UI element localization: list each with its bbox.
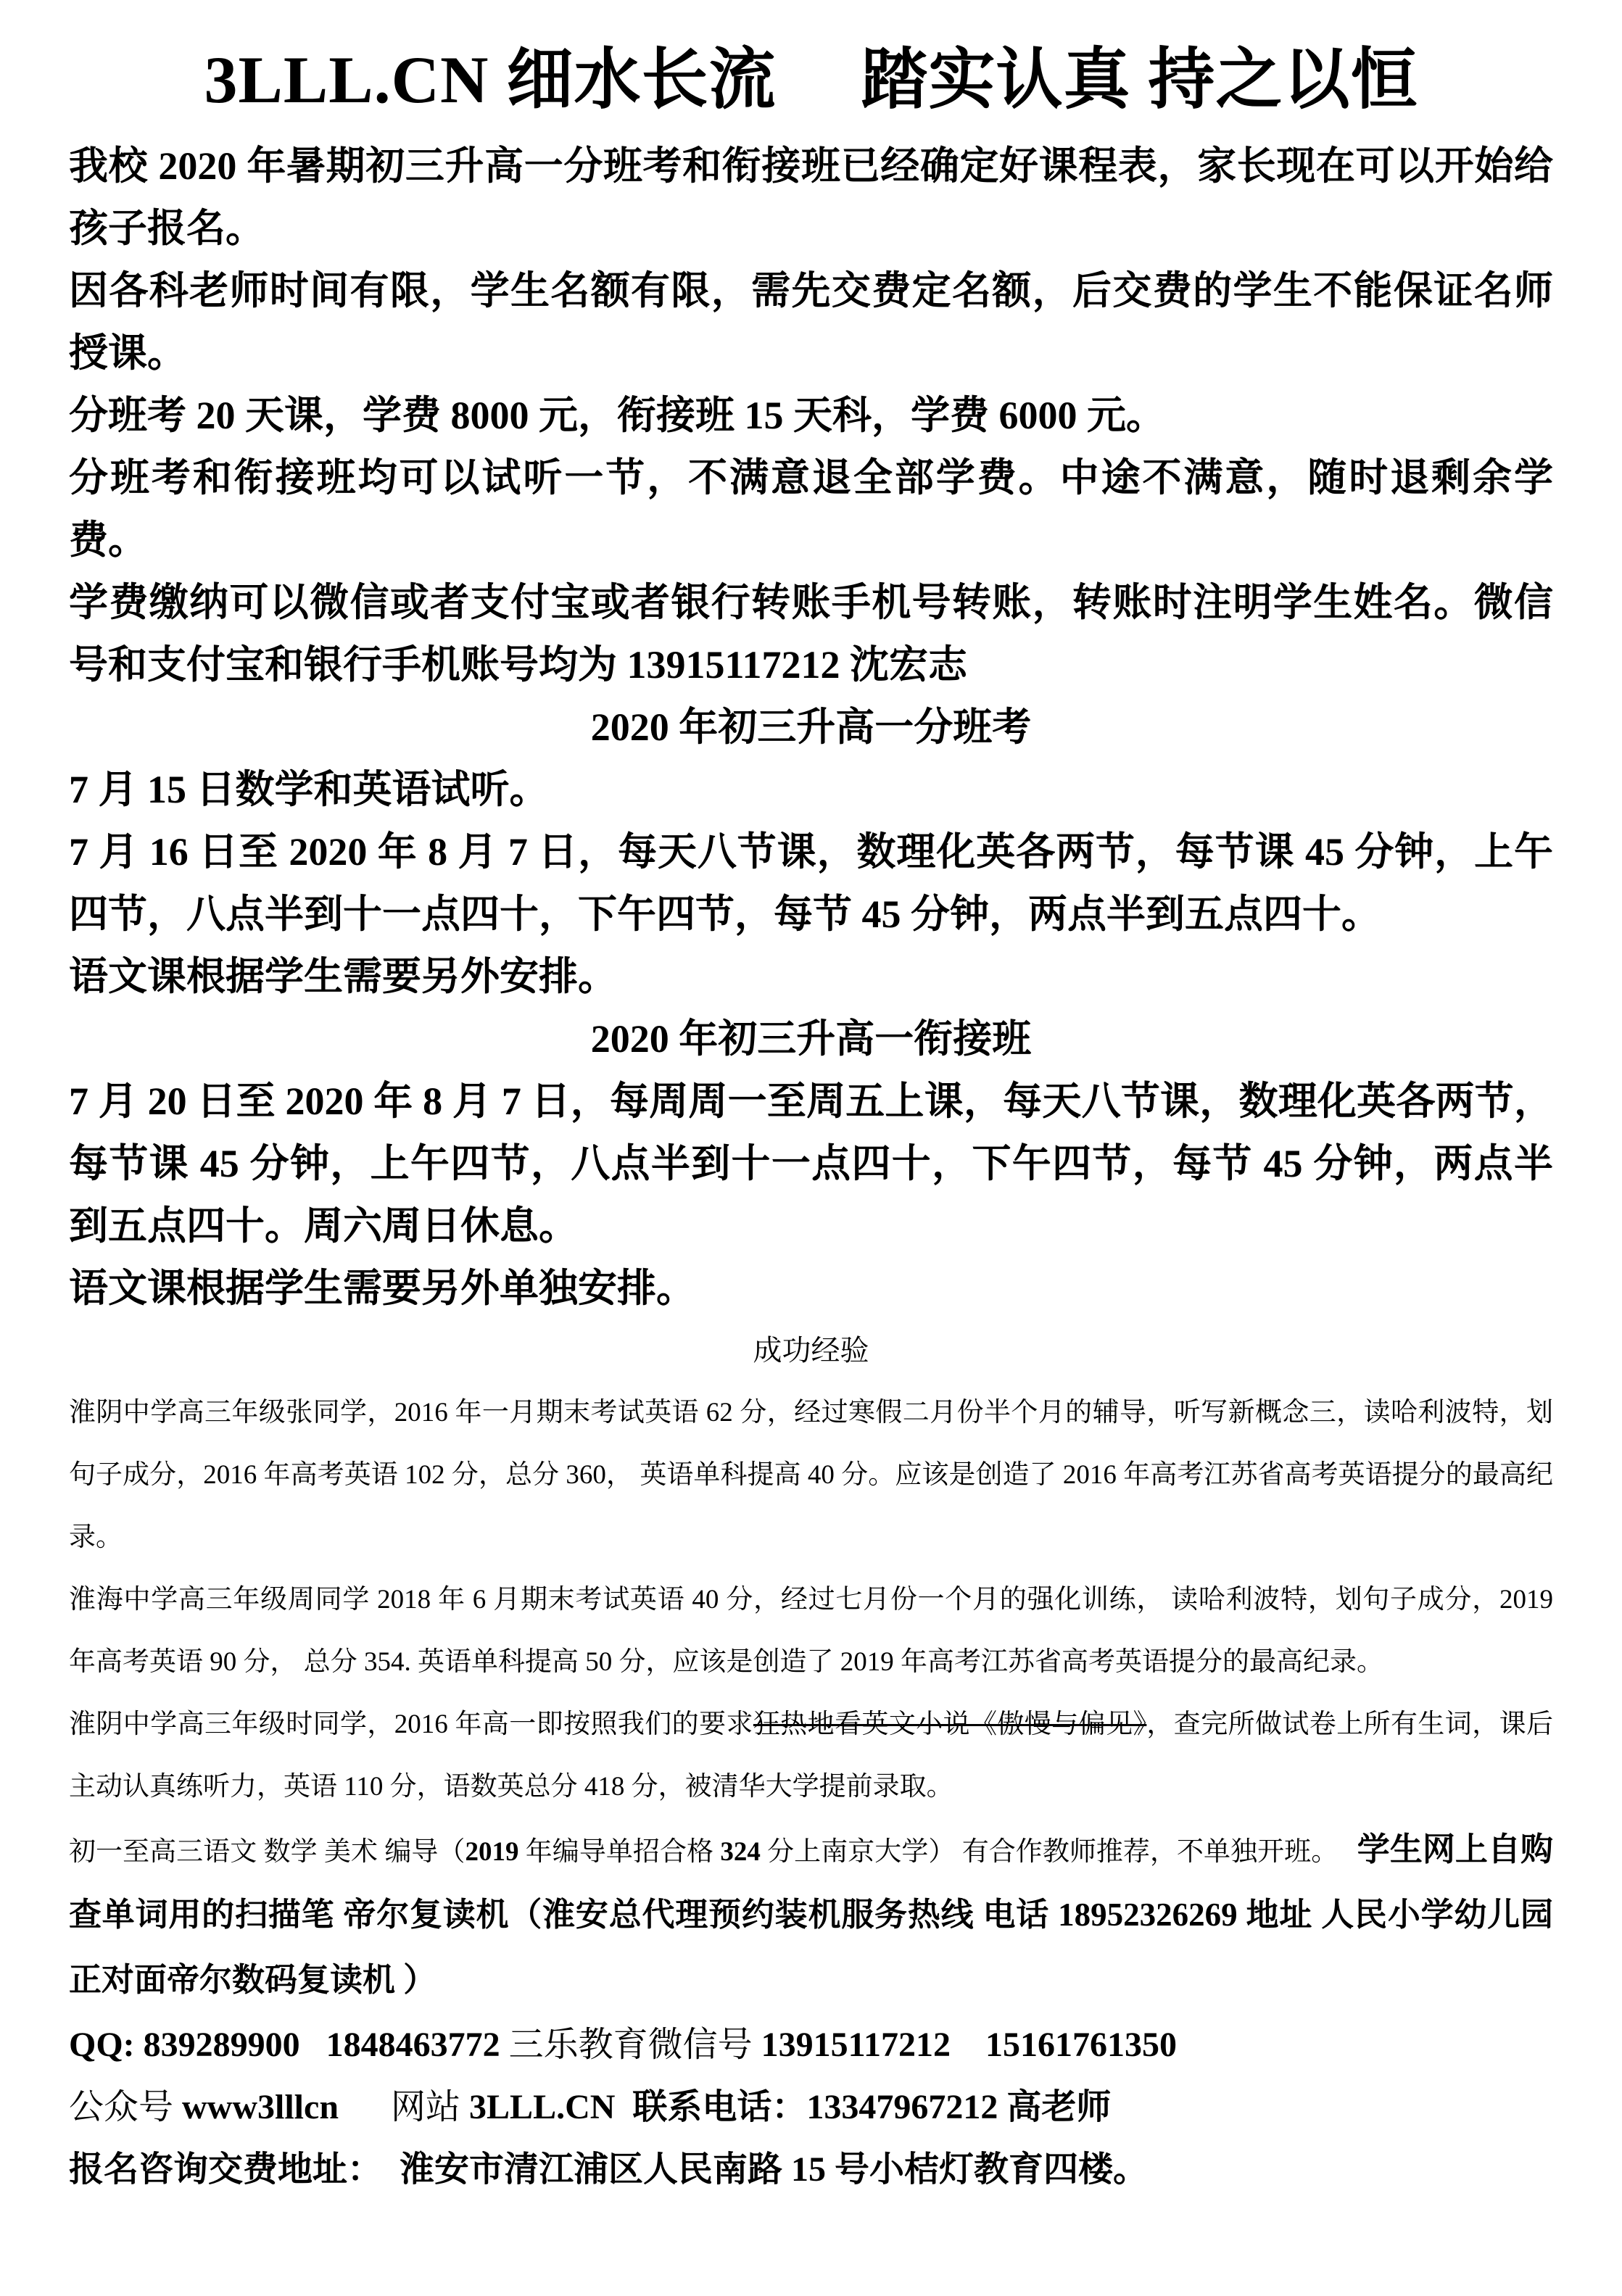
address-label: 报名咨询交费地址： xyxy=(69,2150,383,2189)
qq-wechat-line xyxy=(69,2014,1553,2076)
courses-text-1: 初一至高三语文 数学 美术 编导（ xyxy=(69,1837,466,1868)
document-title: 3LLL.CN 细水长流 踏实认真 持之以恒 xyxy=(204,43,1418,117)
courses-paragraph xyxy=(69,1818,1553,2014)
placement-exam-paragraph-2: 7 月 16 日至 2020 年 8 月 7 日，每天八节课，数理化英各两节，每节课 45 分钟，上午四节，八点半到十一点四十，下午四节，每节 45 分钟，两点半到五点四十。 xyxy=(69,830,1553,937)
section-heading-success: 成功经验 xyxy=(753,1334,869,1367)
bridge-class-paragraph-2: 语文课根据学生需要另外单独安排。 xyxy=(69,1267,695,1311)
intro-paragraph-2: 因各科老师时间有限，学生名额有限，需先交费定名额，后交费的学生不能保证名师授课。 xyxy=(69,269,1553,376)
success-story-3 xyxy=(69,1694,1553,1818)
scanner-pen-promo-text: 学生网上自购查单词用的扫描笔 帝尔复读机（淮安总代理预约装机服务热线 电话 18952326269 地址 人民小学幼儿园正对面帝尔数码复读机 ） xyxy=(69,1831,1554,1999)
courses-year-bold: 2019 xyxy=(465,1837,519,1868)
bridge-class-paragraph-1: 7 月 20 日至 2020 年 8 月 7 日，每周周一至周五上课，每天八节课，数理化英各两节，每节课 45 分钟，上午四节，八点半到十一点四十，下午四节，每节 45 分钟，两点半到五点四十。周六周日休息。 xyxy=(69,1079,1553,1248)
courses-text-3: 分上南京大学） 有合作教师推荐，不单独开班。 xyxy=(760,1837,1325,1868)
section-heading-bridge-class: 2020 年初三升高一衔接班 xyxy=(590,1017,1032,1061)
account-site-phone-line xyxy=(69,2076,1553,2139)
placement-exam-paragraph-1: 7 月 15 日数学和英语试听。 xyxy=(69,768,549,812)
success-story-3-lead: 淮阴中学高三年级时同学，2016 年高一即按照我们的要求 xyxy=(69,1709,753,1740)
courses-text-2: 年编导单招合格 xyxy=(518,1837,721,1868)
section-heading-placement-exam: 2020 年初三升高一分班考 xyxy=(590,705,1032,750)
success-story-2: 淮海中学高三年级周同学 2018 年 6 月期末考试英语 40 分，经过七月份一个月的强化训练， 读哈利波特，划句子成分，2019 年高考英语 90 分， 总分 354. 英语单科提高 50 分，应该是创造了 2019 年高考江苏省高考英语提分的最高纪录。 xyxy=(69,1585,1553,1678)
success-story-3-strikethrough-text: 狂热地看英文小说《傲慢与偏见》 xyxy=(753,1709,1147,1740)
website-value: 3LLL.CN xyxy=(469,2088,616,2127)
official-account-value: www3lllcn xyxy=(182,2088,339,2127)
qq-numbers: QQ: 839289900 1848463772 xyxy=(69,2026,509,2065)
phone-value: 13347967212 高老师 xyxy=(806,2088,1112,2127)
wechat-label: 三乐教育微信号 xyxy=(508,2026,761,2065)
address-line xyxy=(69,2139,1553,2201)
success-story-3-tail: ，查完所做试卷上所有生词，课后主动认真练听力，英语 110 分，语数英总分 418 分，被清华大学提前录取。 xyxy=(69,1709,1554,1802)
intro-paragraph-3: 分班考 20 天课，学费 8000 元，衔接班 15 天科，学费 6000 元。 xyxy=(69,394,1165,438)
intro-paragraph-1: 我校 2020 年暑期初三升高一分班考和衔接班已经确定好课程表，家长现在可以开始给孩子报名。 xyxy=(69,144,1553,251)
success-story-1: 淮阴中学高三年级张同学，2016 年一月期末考试英语 62 分，经过寒假二月份半个月的辅导，听写新概念三，读哈利波特，划句子成分，2016 年高考英语 102 分，总分 360， 英语单科提高 40 分。应该是创造了 2016 年高考江苏省高考英语提分的最高纪录。 xyxy=(69,1398,1553,1553)
courses-score-bold: 324 xyxy=(720,1837,761,1868)
phone-label: 联系电话： xyxy=(615,2088,807,2127)
address-value: 淮安市清江浦区人民南路 15 号小桔灯教育四楼。 xyxy=(382,2150,1149,2189)
website-label: 网站 xyxy=(339,2088,470,2127)
wechat-numbers: 13915117212 15161761350 xyxy=(761,2026,1178,2065)
intro-paragraph-4: 分班考和衔接班均可以试听一节，不满意退全部学费。中途不满意，随时退剩余学费。 xyxy=(69,456,1553,563)
placement-exam-paragraph-3: 语文课根据学生需要另外安排。 xyxy=(69,955,617,999)
intro-paragraph-5: 学费缴纳可以微信或者支付宝或者银行转账手机号转账，转账时注明学生姓名。微信号和支付宝和银行手机账号均为 13915117212 沈宏志 xyxy=(69,581,1553,687)
official-account-label: 公众号 xyxy=(69,2088,183,2127)
